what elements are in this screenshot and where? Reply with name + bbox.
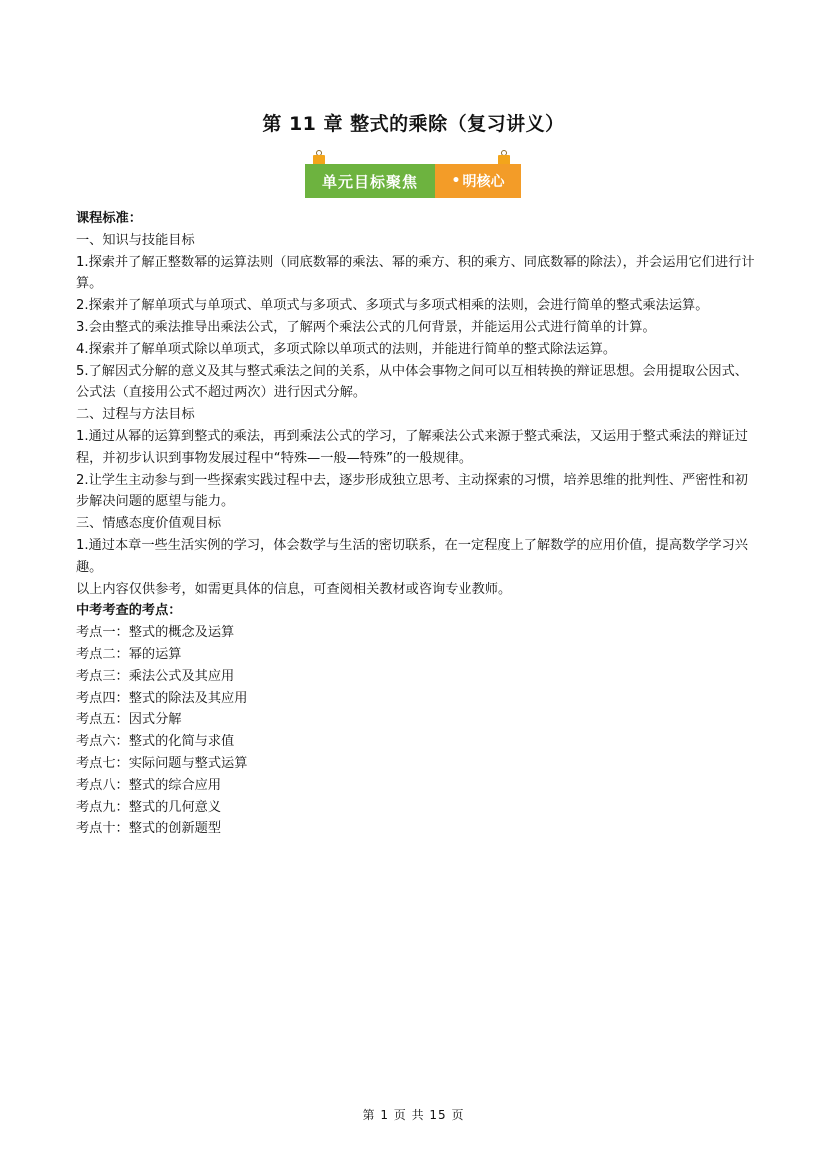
exam-point-item: 考点三：乘法公式及其应用 [76,668,235,684]
course-standard-heading: 课程标准： [76,211,142,226]
exam-point-item: 考点十：整式的创新题型 [76,821,222,837]
exam-point-item: 考点四：整式的除法及其应用 [76,690,248,706]
banner-dot: • [451,173,461,189]
standard-item: 2.探索并了解单项式与单项式、单项式与多项式、多项式与多项式相乘的法则，会进行简单的整式乘法运算。 [76,298,709,314]
exam-point-item: 考点一：整式的概念及运算 [76,625,235,641]
page-title: 第 11 章 整式的乘除（复习讲义） [262,113,565,135]
section-title: 三、情感态度价值观目标 [76,516,222,532]
page-footer: 第 1 页 共 15 页 [362,1108,465,1122]
exam-points-heading: 中考考查的考点： [76,603,182,619]
exam-point-item: 考点九：整式的几何意义 [76,799,222,815]
exam-point-item: 考点二：幂的运算 [76,646,182,662]
standard-item: 5.了解因式分解的意义及其与整式乘法之间的关系，从中体会事物之间可以互相转换的辩证思想。会用提取公因式、公式法（直接用公式不超过两次）进行因式分解。 [76,363,748,401]
standard-item: 3.会由整式的乘法推导出乘法公式，了解两个乘法公式的几何背景，并能运用公式进行简单的计算。 [76,319,656,335]
standard-item: 1.探索并了解正整数幂的运算法则（同底数幂的乘法、幂的乘方、积的乘方、同底数幂的除法），并会运用它们进行计算。 [76,254,755,292]
standard-item: 1.通过从幂的运算到整式的乘法，再到乘法公式的学习，了解乘法公式来源于整式乘法，又运用于整式乘法的辩证过程，并初步认识到事物发展过程中“特殊—一般—特殊”的一般规律。 [76,428,748,466]
banner-right-label [435,164,521,198]
exam-point-item: 考点六：整式的化简与求值 [76,734,235,750]
banner-right-text: 明核心 [462,174,505,190]
exam-point-item: 考点八：整式的综合应用 [76,777,222,793]
section-title: 二、过程与方法目标 [76,407,195,423]
reference-note: 以上内容仅供参考，如需更具体的信息，可查阅相关教材或咨询专业教师。 [76,581,512,597]
banner-left-label: 单元目标聚焦 [305,164,435,198]
standard-item: 2.让学生主动参与到一些探索实践过程中去，逐步形成独立思考、主动探索的习惯，培养思维的批判性、严密性和初步解决问题的愿望与能力。 [76,472,748,510]
exam-point-item: 考点七：实际问题与整式运算 [76,755,248,771]
section-title: 一、知识与技能目标 [76,232,195,248]
exam-point-item: 考点五：因式分解 [76,712,182,728]
standard-item: 1.通过本章一些生活实例的学习，体会数学与生活的密切联系，在一定程度上了解数学的应用价值，提高数学学习兴趣。 [76,537,748,575]
unit-goal-banner [305,150,521,200]
standard-item: 4.探索并了解单项式除以单项式，多项式除以单项式的法则，并能进行简单的整式除法运算。 [76,341,617,357]
document-body [76,208,756,840]
